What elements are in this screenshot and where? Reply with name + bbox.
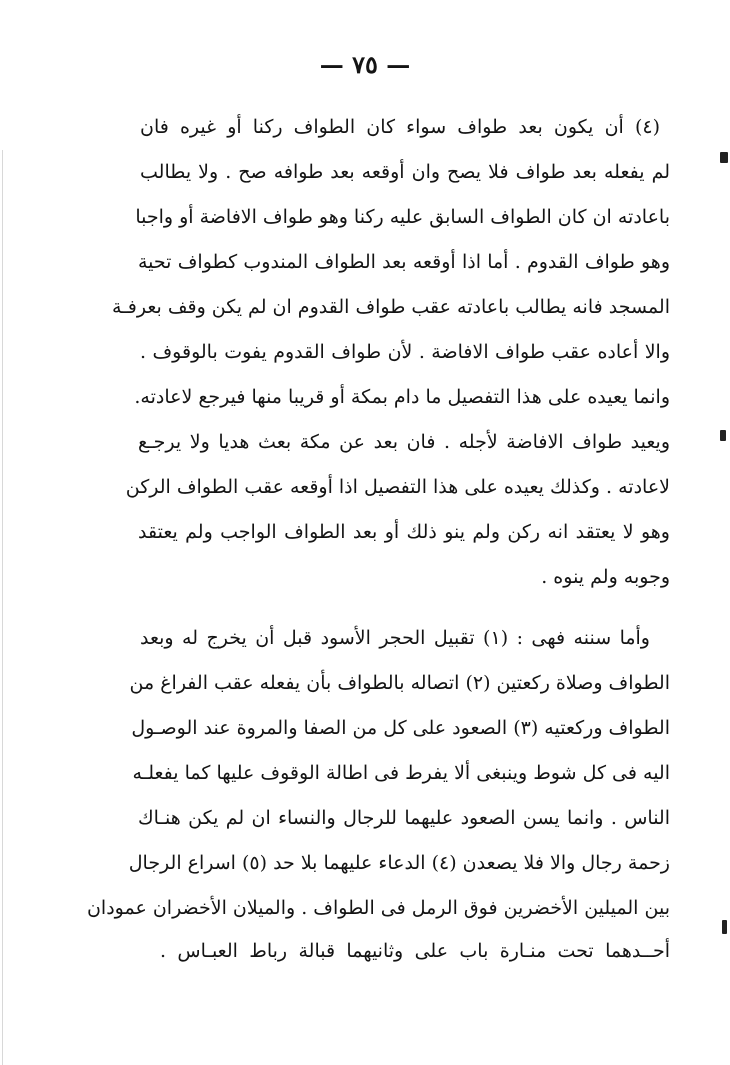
text-line: بين الميلين الأخضرين فوق الرمل فى الطواف . والميلان الأخضران عمودان (86, 897, 670, 919)
text-line: ويعيد طواف الافاضة لأجله . فان بعد عن مكة بعث هديا ولا يرجـع (138, 431, 670, 453)
text-line: أحــدهما تحت منـارة باب على وثانيهما قبالة رباط العبـاس . (160, 940, 670, 962)
text-line: الطواف وركعتيه (٣) الصعود على كل من الصفا والمروة عند الوصـول (131, 717, 670, 739)
text-line: الناس . وانما يسن الصعود عليهما للرجال والنساء ان لم يكن هنـاك (138, 807, 670, 829)
text-line: وهو طواف القدوم . أما اذا أوقعه بعد الطواف المندوب كطواف تحية (138, 251, 670, 273)
margin-ink-mark (720, 430, 726, 441)
text-line: الطواف وصلاة ركعتين (٢) اتصاله بالطواف بأن يفعله عقب الفراغ من (129, 672, 670, 694)
page-edge-line (2, 150, 3, 1065)
text-line: والا أعاده عقب طواف الافاضة . لأن طواف القدوم يفوت بالوقوف . (140, 341, 670, 363)
text-line: باعادته ان كان الطواف السابق عليه ركنا وهو طواف الافاضة أو واجبا (135, 206, 670, 228)
page-number: — ٧٥ — (319, 50, 411, 79)
text-line: لم يفعله بعد طواف فلا يصح وان أوقعه بعد طوافه صح . ولا يطالب (140, 161, 670, 183)
text-line: (٤) أن يكون بعد طواف سواء كان الطواف ركنا أو غيره فان (140, 116, 660, 138)
text-line: لاعادته . وكذلك يعيده على هذا التفصيل اذا أوقعه عقب الطواف الركن (125, 476, 670, 498)
text-line: زحمة رجال والا فلا يصعدن (٤) الدعاء عليهما بلا حد (٥) اسراع الرجال (128, 852, 670, 874)
margin-ink-mark (720, 152, 728, 163)
text-line: المسجد فانه يطالب باعادته عقب طواف القدوم ان لم يكن وقف بعرفـة (112, 296, 670, 318)
text-line: وانما يعيده على هذا التفصيل ما دام بمكة أو قريبا منها فيرجع لاعادته. (134, 386, 670, 408)
text-line: اليه فى كل شوط وينبغى ألا يفرط فى اطالة الوقوف عليها كما يفعلـه (132, 762, 670, 784)
margin-ink-mark (722, 920, 727, 934)
text-line: وأما سننه فهى : (١) تقبيل الحجر الأسود قبل أن يخرج له وبعد (140, 627, 650, 649)
text-line: وجوبه ولم ينوه . (541, 566, 670, 588)
text-line: وهو لا يعتقد انه ركن ولم ينو ذلك أو بعد الطواف الواجب ولم يعتقد (138, 521, 670, 543)
